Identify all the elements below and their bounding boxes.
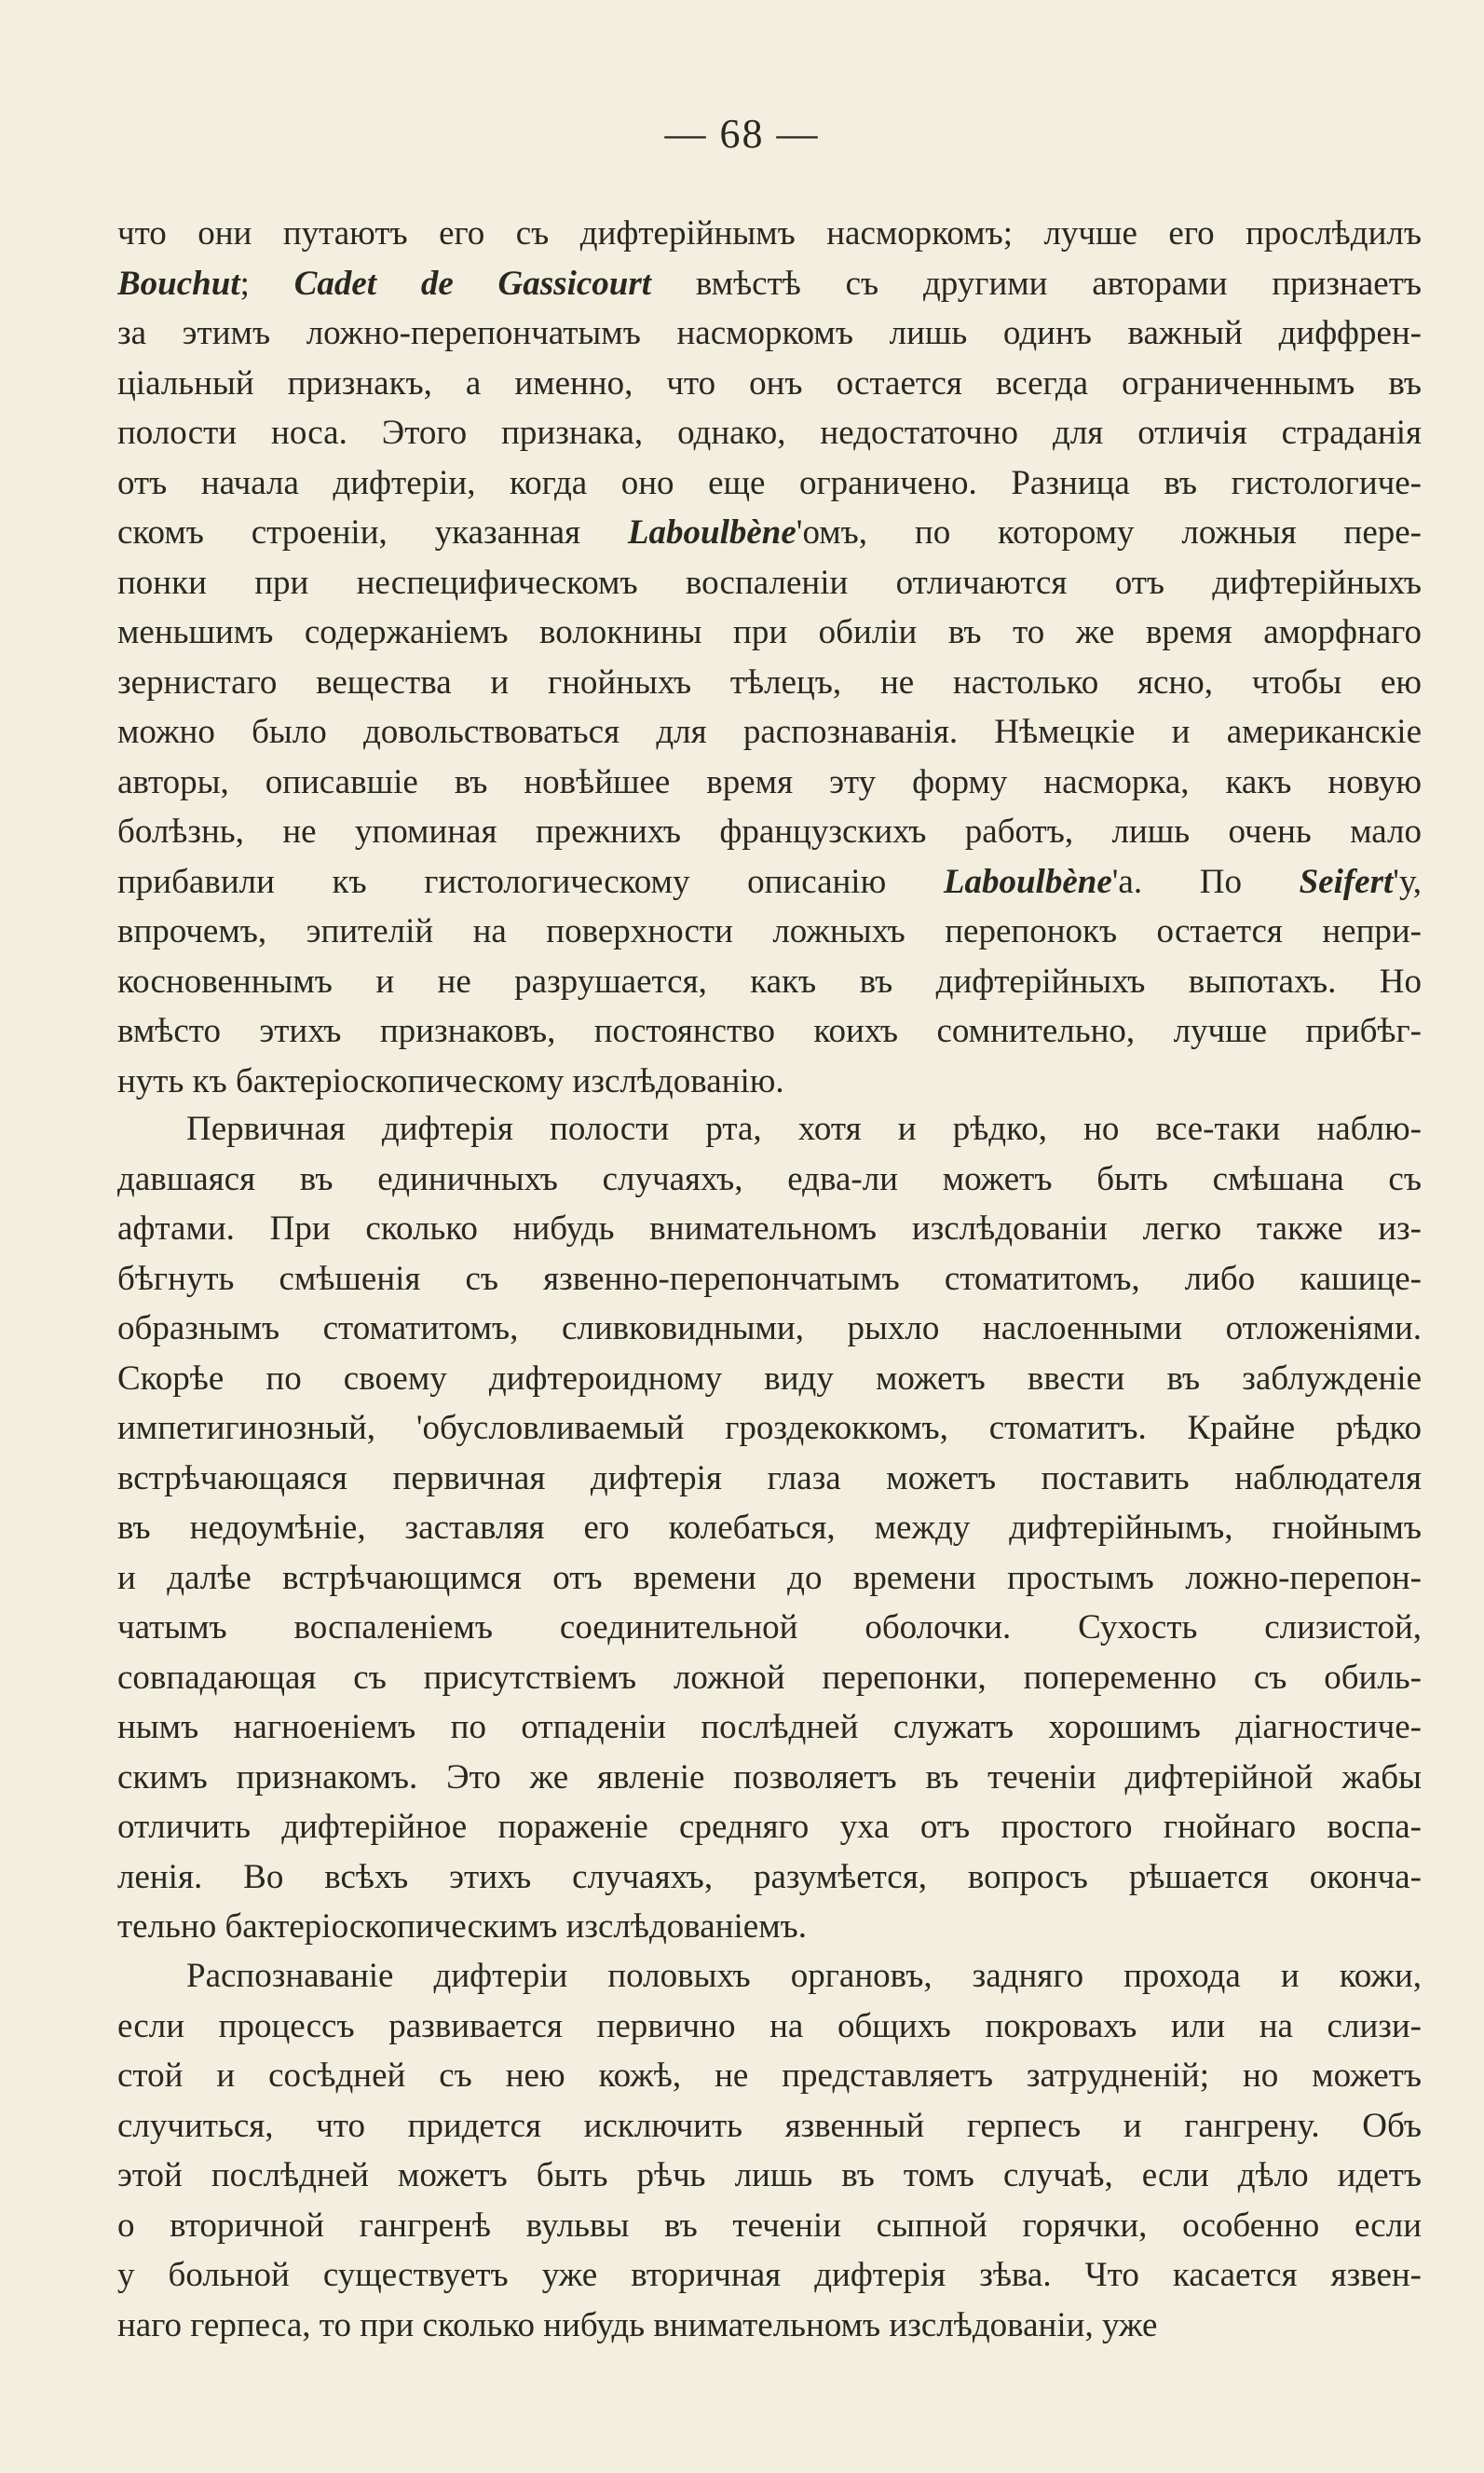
text-run: прибавили къ гистологическому описанію xyxy=(117,862,944,901)
text-line xyxy=(117,1553,1422,1604)
text-run: если процессъ развивается первично на общихъ покровахъ или на слизи- xyxy=(117,2006,1422,2045)
text-line xyxy=(117,1802,1422,1852)
text-run: ціальный признакъ, а именно, что онъ остается всегда ограниченнымъ въ xyxy=(117,363,1422,403)
text-line xyxy=(117,1454,1422,1504)
text-run: о вторичной гангренѣ вульвы въ теченіи сыпной горячки, особенно если xyxy=(117,2206,1422,2245)
text-line xyxy=(117,2101,1422,2152)
author-name: Laboulbène xyxy=(627,513,796,552)
text-run: скомъ строеніи, указанная xyxy=(117,513,628,552)
text-line xyxy=(117,1006,1422,1057)
text-run: въ недоумѣніе, заставляя его колебаться, между дифтерійнымъ, гнойнымъ xyxy=(117,1509,1422,1547)
text-run: болѣзнь, не упоминая прежнихъ французскихъ работъ, лишь очень мало xyxy=(117,813,1422,851)
text-line xyxy=(117,1057,1422,1107)
text-run: образнымъ стоматитомъ, сливковидными, рыхло наслоенными отложеніями. xyxy=(117,1309,1422,1347)
text-run: вмѣсто этихъ признаковъ, постоянство коихъ сомнительно, лучше прибѣг- xyxy=(117,1012,1422,1050)
text-run: скимъ признакомъ. Это же явленіе позволяетъ въ теченіи дифтерійной жабы xyxy=(117,1757,1422,1797)
text-line xyxy=(117,1653,1422,1703)
text-run: Распознаваніе дифтеріи половыхъ органовъ, задняго прохода и кожи, xyxy=(186,1957,1422,1995)
text-line xyxy=(117,308,1422,359)
text-run: понки при неспецифическомъ воспаленіи отличаются отъ дифтерійныхъ xyxy=(117,563,1422,602)
text-line xyxy=(117,608,1422,658)
text-run: 'у, xyxy=(1393,862,1422,901)
text-line xyxy=(117,1354,1422,1404)
text-line xyxy=(117,2002,1422,2052)
paragraph xyxy=(117,1951,1422,2350)
text-run: давшаяся въ единичныхъ случаяхъ, едва-ли можетъ быть смѣшана съ xyxy=(117,1159,1422,1198)
text-line xyxy=(117,857,1422,908)
text-line xyxy=(117,758,1422,808)
author-name: Cadet de Gassicourt xyxy=(293,264,652,303)
text-line xyxy=(117,1902,1422,1952)
text-run: отличить дифтерійное пораженіе средняго уха отъ простого гнойнаго воспа- xyxy=(117,1808,1422,1846)
text-run: наго герпеса, то при сколько нибудь внимательномъ изслѣдованіи, уже xyxy=(117,2305,1158,2344)
text-line xyxy=(117,1503,1422,1553)
text-run: и далѣе встрѣчающимся отъ времени до времени простымъ ложно-перепон- xyxy=(117,1558,1422,1597)
text-line xyxy=(117,2250,1422,2301)
text-run: импетигинозный, 'обусловливаемый гроздекоккомъ, стоматитъ. Крайне рѣдко xyxy=(117,1409,1422,1447)
text-line xyxy=(117,1603,1422,1653)
paragraph xyxy=(117,209,1422,1106)
text-line xyxy=(117,2151,1422,2201)
text-line xyxy=(117,1403,1422,1454)
text-run: отъ начала дифтеріи, когда оно еще ограничено. Разница въ гистологиче- xyxy=(117,463,1422,502)
text-line xyxy=(117,1702,1422,1753)
text-run: меньшимъ содержаніемъ волокнины при обиліи въ то же время аморфнаго xyxy=(117,613,1422,651)
text-line xyxy=(117,2051,1422,2101)
text-run: афтами. При сколько нибудь внимательномъ изслѣдованіи легко также из- xyxy=(117,1209,1422,1248)
text-line xyxy=(117,1951,1422,2002)
text-run: вмѣстѣ съ другими авторами признаетъ xyxy=(651,264,1422,303)
text-line xyxy=(117,707,1422,758)
text-line xyxy=(117,209,1422,259)
text-line xyxy=(117,1104,1422,1155)
text-run: чатымъ воспаленіемъ соединительной оболочки. Сухость слизистой, xyxy=(117,1608,1422,1646)
text-line xyxy=(117,658,1422,708)
text-run: полости носа. Этого признака, однако, недостаточно для отличія страданія xyxy=(117,414,1422,452)
text-run: 'омъ, по которому ложныя пере- xyxy=(796,513,1422,552)
text-line xyxy=(117,907,1422,957)
text-line xyxy=(117,1304,1422,1354)
text-line xyxy=(117,1254,1422,1305)
text-run: впрочемъ, эпителій на поверхности ложныхъ перепонокъ остается непри- xyxy=(117,912,1422,950)
text-run: что они путаютъ его съ дифтерійнымъ насморкомъ; лучше его прослѣдилъ xyxy=(117,214,1422,253)
text-run: Первичная дифтерія полости рта, хотя и рѣдко, но все-таки наблю- xyxy=(186,1110,1422,1148)
text-run: тельно бактеріоскопическимъ изслѣдованіемъ. xyxy=(117,1907,807,1946)
text-run: совпадающая съ присутствіемъ ложной перепонки, попеременно съ обиль- xyxy=(117,1658,1422,1697)
author-name: Bouchut xyxy=(117,264,240,303)
paragraph xyxy=(117,1104,1422,1952)
author-name: Seifert xyxy=(1299,862,1394,901)
text-run: ленія. Во всѣхъ этихъ случаяхъ, разумѣется, вопросъ рѣшается оконча- xyxy=(117,1857,1422,1896)
text-line xyxy=(117,408,1422,458)
text-run: 'а. По xyxy=(1111,862,1300,901)
text-line xyxy=(117,458,1422,509)
text-run: нуть къ бактеріоскопическому изслѣдованію. xyxy=(117,1061,784,1100)
page-number: — 68 — xyxy=(664,111,820,157)
text-run: у больной существуетъ уже вторичная дифтерія зѣва. Что касается язвен- xyxy=(117,2256,1422,2294)
text-run: за этимъ ложно-перепончатымъ насморкомъ лишь одинъ важный диффрен- xyxy=(117,314,1422,352)
text-run: нымъ нагноеніемъ по отпаденіи послѣдней служатъ хорошимъ діагностиче- xyxy=(117,1708,1422,1746)
text-line xyxy=(117,1155,1422,1205)
text-line xyxy=(117,2201,1422,2251)
text-run: бѣгнуть смѣшенія съ язвенно-перепончатымъ стоматитомъ, либо кашице- xyxy=(117,1259,1422,1298)
text-line xyxy=(117,259,1422,309)
text-run: случиться, что придется исключить язвенный герпесъ и гангрену. Объ xyxy=(117,2106,1422,2145)
text-run: ; xyxy=(239,264,294,303)
text-line xyxy=(117,1753,1422,1803)
text-line xyxy=(117,957,1422,1007)
text-run: этой послѣдней можетъ быть рѣчь лишь въ томъ случаѣ, если дѣло идетъ xyxy=(117,2156,1422,2194)
text-line xyxy=(117,508,1422,558)
text-run: встрѣчающаяся первичная дифтерія глаза можетъ поставить наблюдателя xyxy=(117,1458,1422,1497)
text-line xyxy=(117,2301,1422,2351)
text-line xyxy=(117,558,1422,608)
text-run: косновеннымъ и не разрушается, какъ въ дифтерійныхъ выпотахъ. Но xyxy=(117,962,1422,1001)
text-run: авторы, описавшіе въ новѣйшее время эту форму насморка, какъ новую xyxy=(117,762,1422,801)
text-run: зернистаго вещества и гнойныхъ тѣлецъ, не настолько ясно, чтобы ею xyxy=(117,663,1422,702)
text-line xyxy=(117,1204,1422,1254)
text-line xyxy=(117,1852,1422,1903)
text-line xyxy=(117,807,1422,857)
text-run: можно было довольствоваться для распознаванія. Нѣмецкіе и американскіе xyxy=(117,713,1422,751)
author-name: Laboulbène xyxy=(943,862,1112,901)
text-line xyxy=(117,359,1422,409)
text-run: Скорѣе по своему дифтероидному виду можетъ ввести въ заблужденіе xyxy=(117,1359,1422,1398)
text-run: стой и сосѣдней съ нею кожѣ, не представляетъ затрудненій; но можетъ xyxy=(117,2056,1422,2095)
